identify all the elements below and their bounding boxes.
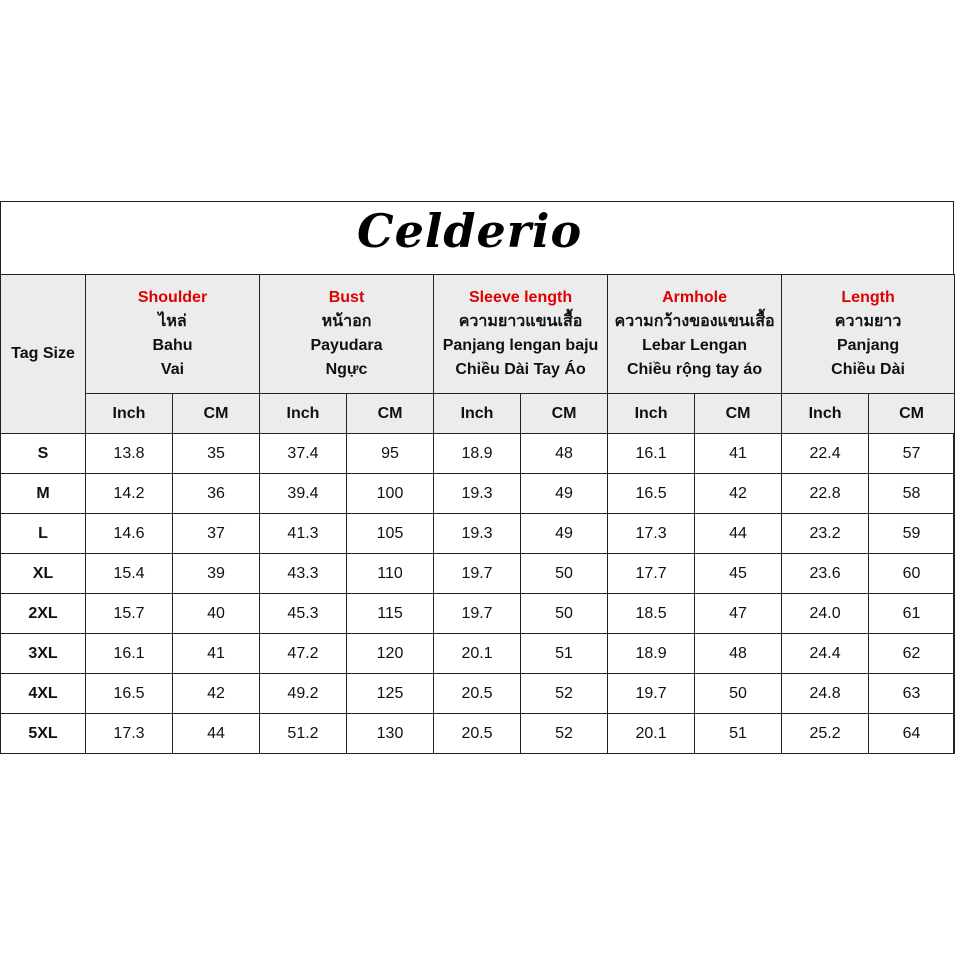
table-cell: 115 [347, 594, 434, 634]
column-title: Bust [328, 289, 365, 306]
table-cell: 62 [869, 634, 955, 674]
unit-label: CM [695, 394, 782, 434]
tag-size-header: Tag Size [1, 275, 86, 434]
table-cell: 24.4 [782, 634, 869, 674]
unit-row [1, 394, 955, 434]
table-cell: 51.2 [260, 714, 347, 754]
table-cell: 41 [173, 634, 260, 674]
table-cell: 16.5 [86, 674, 173, 714]
column-title: Shoulder [137, 289, 208, 306]
table-cell: 59 [869, 514, 955, 554]
table-row [1, 674, 955, 714]
table-cell: 44 [173, 714, 260, 754]
table-cell: 45 [695, 554, 782, 594]
size-label: 3XL [1, 634, 86, 674]
table-cell: 49 [521, 474, 608, 514]
size-label: 2XL [1, 594, 86, 634]
table-cell: 42 [173, 674, 260, 714]
table-cell: 50 [521, 594, 608, 634]
table-cell: 15.7 [86, 594, 173, 634]
size-table [0, 274, 955, 754]
table-cell: 52 [521, 674, 608, 714]
table-cell: 16.5 [608, 474, 695, 514]
size-label: M [1, 474, 86, 514]
table-cell: 48 [521, 434, 608, 474]
column-subtitle: Chiều Dài [831, 361, 905, 378]
column-subtitle: ความยาว [834, 313, 902, 330]
column-subtitle: Panjang [836, 337, 900, 354]
table-row [1, 634, 955, 674]
table-cell: 50 [521, 554, 608, 594]
unit-label: Inch [608, 394, 695, 434]
column-subtitle: Bahu [152, 337, 193, 354]
unit-label: CM [869, 394, 955, 434]
brand-header [1, 202, 953, 275]
unit-label: Inch [86, 394, 173, 434]
column-subtitle: หน้าอก [321, 313, 372, 330]
column-header-bust [260, 275, 434, 394]
table-cell: 24.8 [782, 674, 869, 714]
table-cell: 17.7 [608, 554, 695, 594]
column-title: Length [841, 289, 895, 306]
table-cell: 22.4 [782, 434, 869, 474]
table-cell: 19.7 [608, 674, 695, 714]
table-cell: 52 [521, 714, 608, 754]
unit-label: Inch [434, 394, 521, 434]
table-cell: 20.1 [434, 634, 521, 674]
table-cell: 40 [173, 594, 260, 634]
table-cell: 14.2 [86, 474, 173, 514]
table-cell: 110 [347, 554, 434, 594]
table-cell: 19.7 [434, 554, 521, 594]
column-header-length [782, 275, 955, 394]
column-subtitle: ความกว้างของแขนเสื้อ [614, 313, 775, 330]
table-cell: 43.3 [260, 554, 347, 594]
table-cell: 37 [173, 514, 260, 554]
table-cell: 120 [347, 634, 434, 674]
table-cell: 18.9 [608, 634, 695, 674]
table-cell: 20.5 [434, 714, 521, 754]
table-cell: 42 [695, 474, 782, 514]
table-body [1, 434, 955, 754]
table-cell: 19.3 [434, 514, 521, 554]
table-cell: 58 [869, 474, 955, 514]
table-row [1, 714, 955, 754]
table-cell: 50 [695, 674, 782, 714]
table-cell: 39.4 [260, 474, 347, 514]
table-cell: 13.8 [86, 434, 173, 474]
table-cell: 20.1 [608, 714, 695, 754]
column-subtitle: Panjang lengan baju [442, 337, 599, 354]
column-subtitle: ไหล่ [158, 313, 187, 330]
header-row [1, 275, 955, 394]
table-row [1, 554, 955, 594]
size-label: L [1, 514, 86, 554]
column-title: Armhole [662, 289, 727, 306]
table-cell: 130 [347, 714, 434, 754]
column-header-armhole [608, 275, 782, 394]
unit-label: CM [173, 394, 260, 434]
column-subtitle: Chiều rộng tay áo [626, 361, 763, 378]
table-cell: 14.6 [86, 514, 173, 554]
column-subtitle: Vai [160, 361, 185, 378]
table-cell: 95 [347, 434, 434, 474]
table-cell: 47 [695, 594, 782, 634]
table-cell: 22.8 [782, 474, 869, 514]
table-cell: 100 [347, 474, 434, 514]
table-cell: 20.5 [434, 674, 521, 714]
size-label: 4XL [1, 674, 86, 714]
column-header-sleeve-length [434, 275, 608, 394]
table-row [1, 514, 955, 554]
table-cell: 51 [695, 714, 782, 754]
unit-label: CM [347, 394, 434, 434]
table-cell: 23.2 [782, 514, 869, 554]
table-cell: 48 [695, 634, 782, 674]
table-cell: 17.3 [608, 514, 695, 554]
unit-label: Inch [782, 394, 869, 434]
table-cell: 39 [173, 554, 260, 594]
table-cell: 57 [869, 434, 955, 474]
table-cell: 47.2 [260, 634, 347, 674]
table-cell: 41 [695, 434, 782, 474]
unit-label: CM [521, 394, 608, 434]
table-cell: 49.2 [260, 674, 347, 714]
table-cell: 18.9 [434, 434, 521, 474]
table-cell: 105 [347, 514, 434, 554]
table-cell: 16.1 [608, 434, 695, 474]
table-row [1, 594, 955, 634]
table-cell: 25.2 [782, 714, 869, 754]
table-cell: 63 [869, 674, 955, 714]
table-cell: 18.5 [608, 594, 695, 634]
table-cell: 44 [695, 514, 782, 554]
table-cell: 41.3 [260, 514, 347, 554]
table-cell: 36 [173, 474, 260, 514]
column-subtitle: Chiều Dài Tay Áo [455, 361, 586, 378]
table-cell: 35 [173, 434, 260, 474]
table-cell: 16.1 [86, 634, 173, 674]
table-cell: 125 [347, 674, 434, 714]
table-cell: 37.4 [260, 434, 347, 474]
table-cell: 61 [869, 594, 955, 634]
unit-label: Inch [260, 394, 347, 434]
table-cell: 19.3 [434, 474, 521, 514]
table-cell: 60 [869, 554, 955, 594]
column-subtitle: Ngực [325, 361, 368, 378]
column-header-shoulder [86, 275, 260, 394]
column-subtitle: ความยาวแขนเสื้อ [458, 313, 583, 330]
size-chart [0, 201, 954, 754]
column-subtitle: Payudara [310, 337, 383, 354]
table-cell: 45.3 [260, 594, 347, 634]
table-cell: 64 [869, 714, 955, 754]
table-row [1, 434, 955, 474]
size-label: 5XL [1, 714, 86, 754]
column-title: Sleeve length [468, 289, 573, 306]
table-row [1, 474, 955, 514]
table-cell: 23.6 [782, 554, 869, 594]
column-subtitle: Lebar Lengan [642, 337, 747, 354]
table-cell: 17.3 [86, 714, 173, 754]
table-cell: 15.4 [86, 554, 173, 594]
brand-logo: Celderio [357, 204, 583, 258]
table-cell: 24.0 [782, 594, 869, 634]
table-cell: 51 [521, 634, 608, 674]
size-label: S [1, 434, 86, 474]
size-label: XL [1, 554, 86, 594]
table-cell: 19.7 [434, 594, 521, 634]
table-cell: 49 [521, 514, 608, 554]
